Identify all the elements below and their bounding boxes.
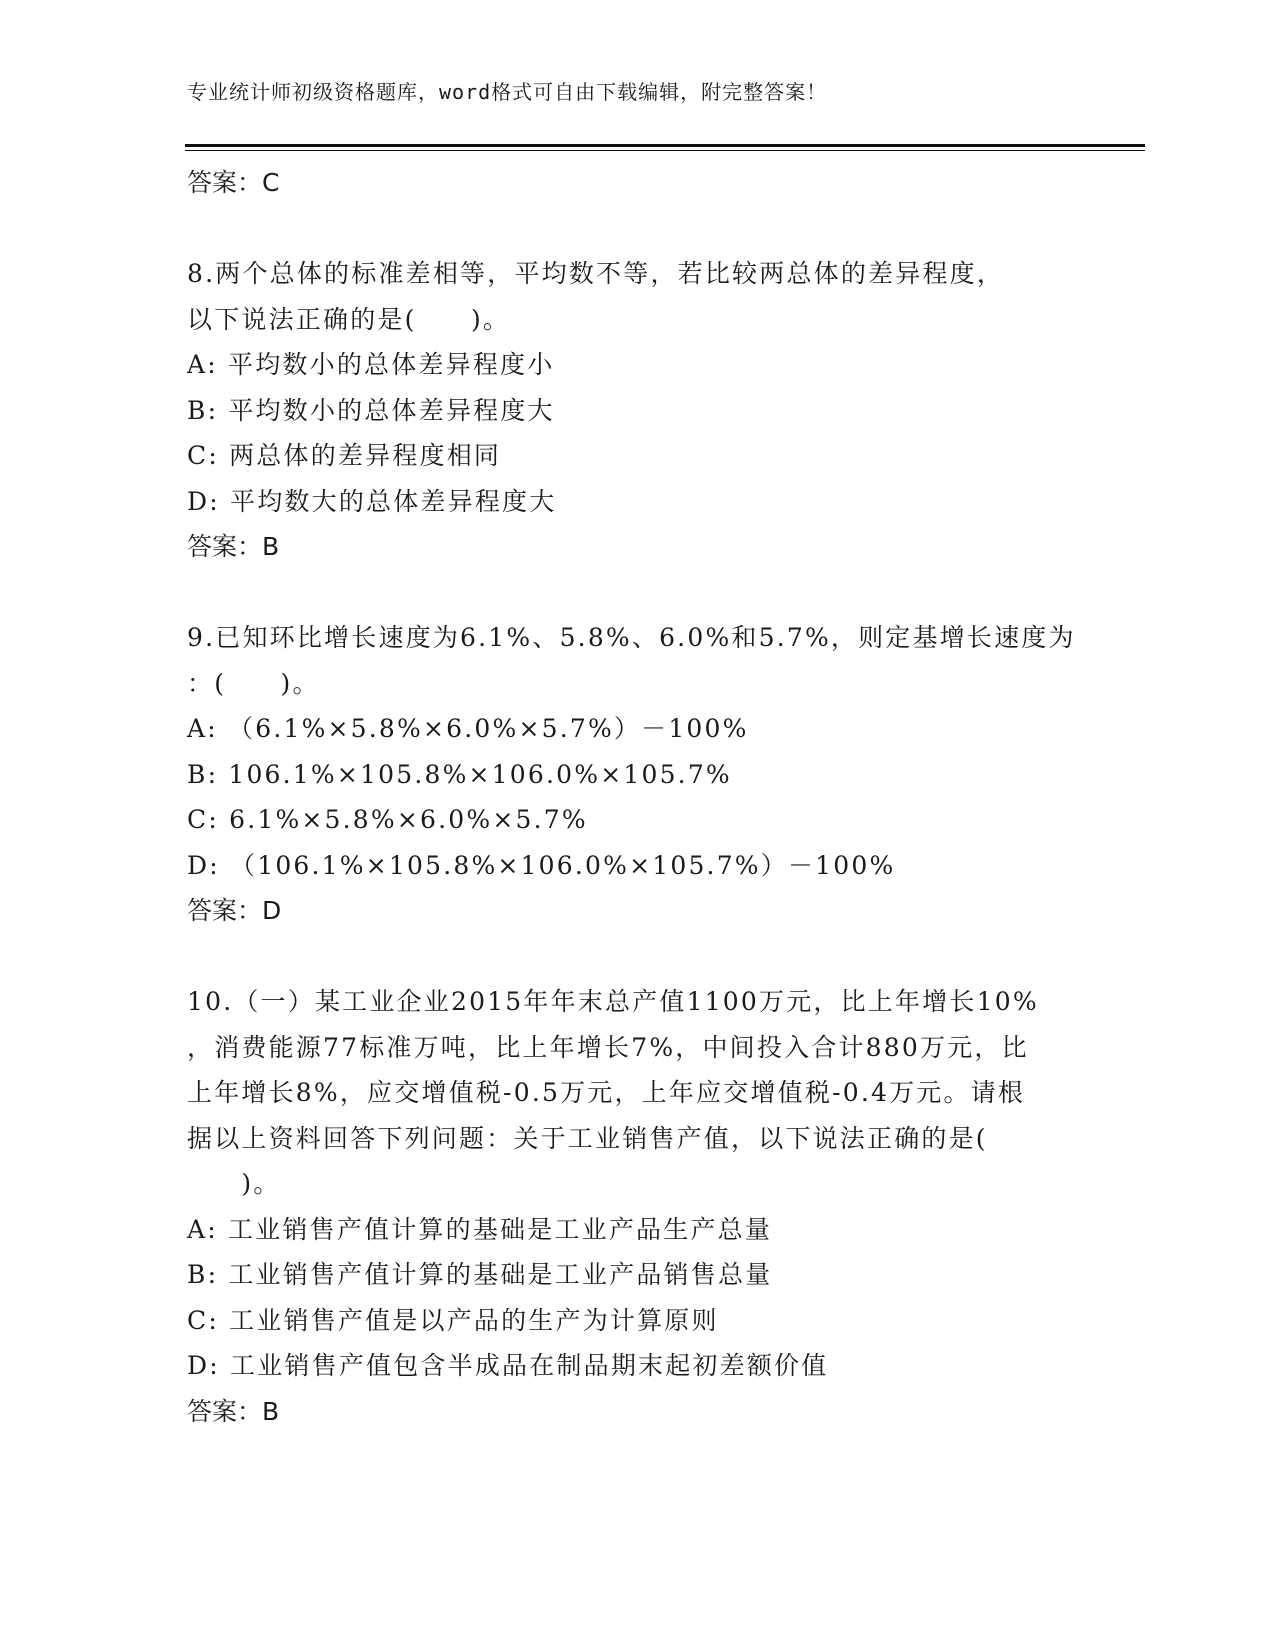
question-stem-line: ，消费能源77标准万吨，比上年增长7%，中间投入合计880万元，比 <box>187 1032 1029 1062</box>
option-c: C: 两总体的差异程度相同 <box>187 441 502 470</box>
question-9 <box>187 615 1087 934</box>
question-10 <box>187 979 1087 1435</box>
question-stem-line: 9.已知环比增长速度为6.1%、5.8%、6.0%和5.7%，则定基增长速度为 <box>187 623 1076 652</box>
option-a: A: 平均数小的总体差异程度小 <box>187 350 555 379</box>
answer-line: 答案：C <box>187 168 280 197</box>
option-d: D: 平均数大的总体差异程度大 <box>187 486 557 516</box>
page-header: 专业统计师初级资格题库，word格式可自由下载编辑，附完整答案！ <box>187 80 828 104</box>
question-list <box>187 251 1087 1435</box>
option-b: B: 106.1%×105.8%×106.0%×105.7% <box>187 759 732 789</box>
option-d: D: 工业销售产值包含半成品在制品期末起初差额价值 <box>187 1351 829 1380</box>
question-stem-line: 上年增长8%，应交增值税-0.5万元，上年应交增值税-0.4万元。请根 <box>187 1078 1026 1107</box>
spacer <box>187 206 1087 251</box>
question-stem-line: )。 <box>187 1169 281 1198</box>
spacer <box>187 570 1087 615</box>
option-b: B: 工业销售产值计算的基础是工业产品销售总量 <box>187 1260 773 1289</box>
option-d: D: （106.1%×105.8%×106.0%×105.7%）－100% <box>187 850 896 880</box>
header-divider <box>185 144 1145 151</box>
option-a: A: 工业销售产值计算的基础是工业产品生产总量 <box>187 1214 773 1244</box>
question-stem-line: 10.（一）某工业企业2015年年末总产值1100万元，比上年增长10% <box>187 987 1039 1016</box>
answer-line: 答案：B <box>187 532 280 561</box>
answer-line: 答案：D <box>187 896 282 925</box>
answer-line: 答案：B <box>187 1396 280 1426</box>
option-c: C: 工业销售产值是以产品的生产为计算原则 <box>187 1305 719 1335</box>
document-body <box>187 160 1087 1435</box>
spacer <box>187 934 1087 979</box>
question-stem-line: 8.两个总体的标准差相等，平均数不等，若比较两总体的差异程度， <box>187 259 1005 288</box>
option-b: B: 平均数小的总体差异程度大 <box>187 395 555 425</box>
question-8 <box>187 251 1087 570</box>
option-a: A: （6.1%×5.8%×6.0%×5.7%）－100% <box>187 714 749 743</box>
question-stem-line: 据以上资料回答下列问题：关于工业销售产值，以下说法正确的是( <box>187 1123 988 1153</box>
question-stem-line: 以下说法正确的是( )。 <box>187 304 511 334</box>
option-c: C: 6.1%×5.8%×6.0%×5.7% <box>187 805 588 834</box>
question-stem-line: ：( )。 <box>187 668 320 698</box>
